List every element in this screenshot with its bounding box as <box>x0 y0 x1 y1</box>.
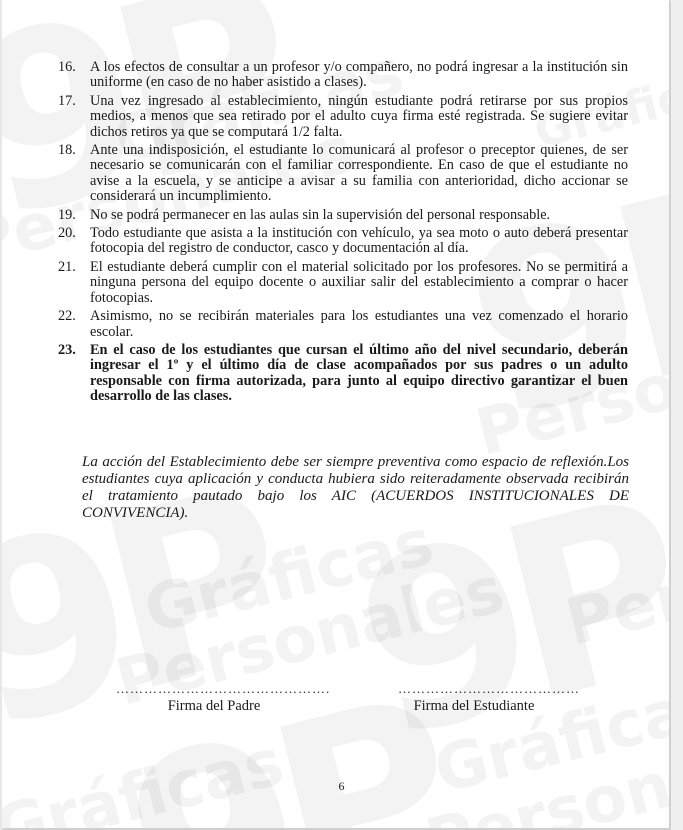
rule-number: 16. <box>58 59 76 75</box>
closing-paragraph: La acción del Establecimiento debe ser siempre preventiva como espacio de reflexión.Los estudiantes cuya aplicación y conducta hubiera sido reiteradamente observada recibirán el tratamiento pautado bajo los AIC (ACUERDOS INSTITUCIONALES DE CONVIVENCIA). <box>82 454 629 521</box>
rule-text: Ante una indisposición, el estudiante lo comunicará al profesor o preceptor quienes, de ser necesario se comunicarán con el familiar correspondiente. En caso de que el estudiante no avise a la escuela, y se anticipe a avisar a su familia con anterioridad, dicho accionar se considerará un incumplimiento. <box>90 142 628 205</box>
page-number: 6 <box>338 779 345 793</box>
rule-text: Asimismo, no se recibirán materiales para los estudiantes una vez comenzado el horario escolar. <box>90 308 628 340</box>
signature-label: Firma del Estudiante <box>413 698 535 714</box>
document-page <box>2 0 670 829</box>
rule-text: En el caso de los estudiantes que cursan el último año del nivel secundario, deberán ingresar el 1º y el último día de clase acompañados por sus padres o un adulto responsable con firma autorizada, para junto al equipo directivo garantizar el buen desarrollo de las clases. <box>90 341 628 405</box>
watermark-text <box>137 506 440 649</box>
signature-line: ………………………………… <box>398 681 580 696</box>
rule-item <box>58 143 628 205</box>
rule-item <box>58 94 628 140</box>
signature-estudiante <box>398 681 580 715</box>
rule-text: Una vez ingresado al establecimiento, ningún estudiante podrá retirarse por sus propios medios, a menos que sea retirado por el adulto cuya firma esté registrada. Se sugiere evitar dichos retiros ya que se computará 1/2 falta. <box>90 92 628 140</box>
rule-number: 17. <box>58 92 76 109</box>
rule-item <box>58 208 628 223</box>
rule-item <box>58 260 628 306</box>
viewer-scrollbar[interactable] <box>671 0 683 830</box>
rule-item <box>58 60 628 91</box>
rule-text: Todo estudiante que asista a la institución con vehículo, ya sea moto o auto deberá presentar fotocopia del registro de conductor, casco y documentación al día. <box>90 225 628 257</box>
rule-text: A los efectos de consultar a un profesor y/o compañero, no podrá ingresar a la institución sin uniforme (en caso de no haber asistido a clases). <box>90 59 628 91</box>
signature-line: ………………………………………. <box>116 681 331 696</box>
rule-number: 19. <box>58 206 76 223</box>
rule-item <box>58 309 628 340</box>
watermark-text <box>419 713 670 829</box>
rule-number: 23. <box>58 341 76 358</box>
signature-padre <box>116 681 331 715</box>
rule-number: 21. <box>58 258 76 275</box>
rule-number: 18. <box>58 142 76 159</box>
rules-list <box>58 60 628 405</box>
rule-text: No se podrá permanecer en las aulas sin la supervisión del personal responsable. <box>90 206 551 223</box>
rule-item <box>58 343 628 405</box>
signature-label: Firma del Padre <box>167 698 261 714</box>
rules-section <box>58 60 628 408</box>
rule-text: El estudiante deberá cumplir con el material solicitado por los profesores. No se permitirá a ninguna persona del equipo docente o auxiliar salir del establecimiento a comprar o hacer fotocopias. <box>90 258 628 306</box>
watermark-text <box>2 726 291 829</box>
rule-item <box>58 226 628 257</box>
watermark-logo <box>103 647 469 829</box>
rule-number: 22. <box>58 308 76 325</box>
rule-number: 20. <box>58 225 76 242</box>
